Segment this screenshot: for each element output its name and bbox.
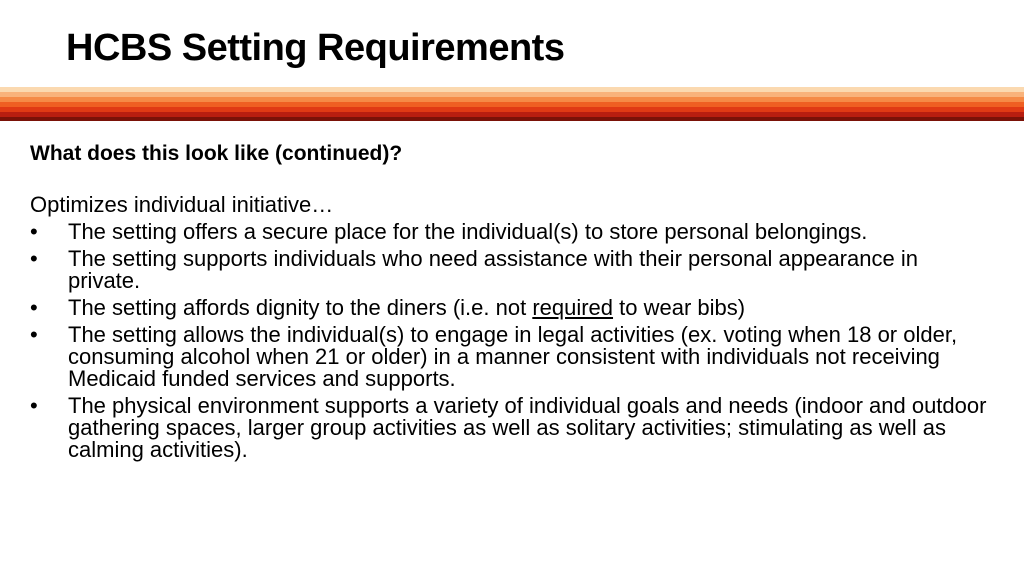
bullet-icon: • (30, 295, 38, 320)
bullet-text (68, 295, 745, 320)
bullet-icon: • (30, 393, 38, 418)
bullet-text: The physical environment supports a variety of individual goals and needs (indoor and outdoor gathering spaces, larger group activities as well as solitary activities; stimulating as well as calming activities). (68, 393, 987, 462)
bullet-text-part: The setting affords dignity to the diners (i.e. not (68, 295, 533, 320)
bullet-text: The setting offers a secure place for the individual(s) to store personal belongings. (68, 219, 868, 244)
bullet-list (30, 221, 990, 466)
bullet-icon: • (30, 246, 38, 271)
bullet-item (30, 324, 990, 390)
bullet-item (30, 297, 990, 319)
intro-text: Optimizes individual initiative… (30, 192, 334, 217)
bullet-icon: • (30, 322, 38, 347)
bullet-text-part: to wear bibs) (613, 295, 746, 320)
section-heading: What does this look like (continued)? (30, 142, 403, 165)
bullet-icon: • (30, 219, 38, 244)
bullet-item (30, 395, 990, 461)
underlined-word: required (532, 295, 614, 320)
slide-title: HCBS Setting Requirements (66, 27, 565, 69)
band-stripe (0, 117, 1024, 121)
bullet-text: The setting supports individuals who need assistance with their personal appearance in private. (68, 246, 918, 293)
title-gradient-band (0, 87, 1024, 121)
bullet-item (30, 221, 990, 243)
bullet-text: The setting allows the individual(s) to engage in legal activities (ex. voting when 18 or older, consuming alcohol when 21 or older) in a manner consistent with individuals not receiving Medicaid funded services and supports. (68, 322, 958, 391)
bullet-item (30, 248, 990, 292)
